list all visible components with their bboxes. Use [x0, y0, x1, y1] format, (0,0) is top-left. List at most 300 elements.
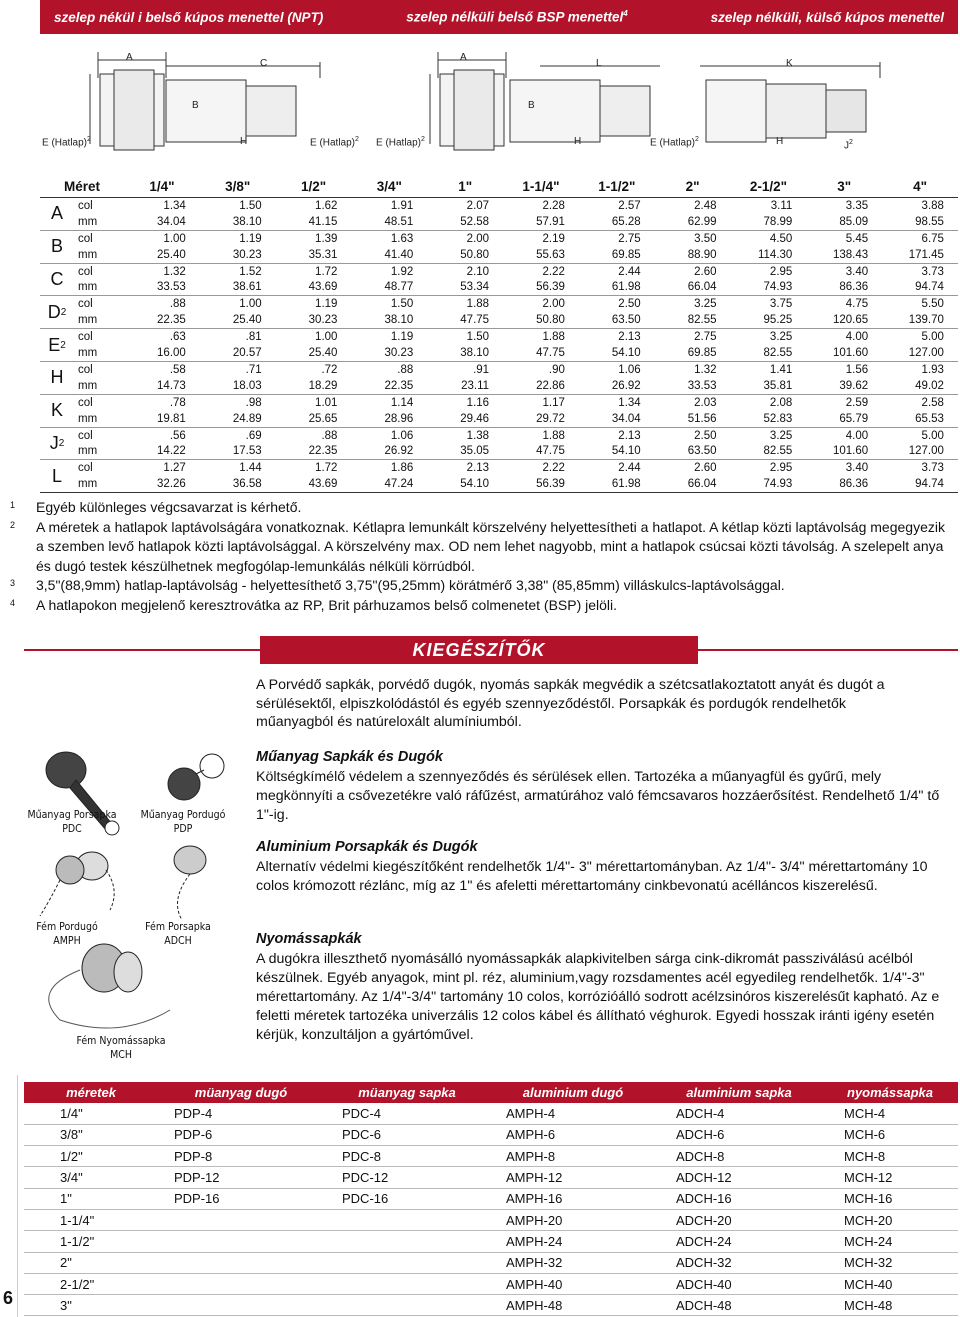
- order-cell: MCH-40: [822, 1273, 958, 1294]
- value-cell: 50.80: [536, 314, 565, 327]
- value-cell: 41.15: [308, 215, 338, 228]
- value-cell: 2.75: [694, 331, 717, 344]
- value-cell: 49.02: [915, 379, 944, 392]
- section-text: A dugókra illeszthető nyomásálló nyomássapkák alapkivitelben sárga cink-dikromát passziválású acélból készülnek. Egyéb anyagok, mint pl. réz, aluminium,vagy rozsdamentes acél egyedileg rendelhetők. 1/4"-3" mérettartomány. Az 1/4"-3/4" tartomány 10 colos, korrózióálló sodrott acélzsinóros kiszerelésűt kapható. Az e feletti méretek tartozéka univerzális 12 colos kábel és állítható véghurok. Egyedi hosszak iránti igény esetén kérjük, konzultáljon a gyártóművel.: [256, 951, 940, 1043]
- value-cell: 2.95: [769, 265, 793, 278]
- value-cell: 38.10: [232, 215, 262, 228]
- accessory-illustrations: [20, 740, 250, 1070]
- value-cell: 2.50: [618, 298, 641, 311]
- dim-e3: E (Hatlap)$^2$: [376, 136, 425, 149]
- unit-labels: col mm: [78, 298, 98, 327]
- order-cell: AMPH-8: [490, 1146, 656, 1167]
- value-cell: 78.99: [763, 215, 793, 228]
- footnote: 1 Egyéb különleges végcsavarzat is kérhető.: [10, 499, 302, 515]
- value-cell: 1.88: [542, 331, 565, 344]
- order-row: [24, 1252, 958, 1273]
- value-cell: 2.60: [694, 462, 717, 475]
- value-cell: 2.48: [694, 199, 717, 212]
- value-cell: 62.99: [687, 215, 717, 228]
- order-cell: [158, 1209, 324, 1230]
- value-cell: 1.92: [390, 265, 414, 278]
- value-row-col: [124, 397, 958, 409]
- value-cell: 48.51: [384, 215, 414, 228]
- value-cell: 2.57: [618, 199, 641, 212]
- value-cell: 2.58: [921, 396, 944, 409]
- order-cell: [158, 1273, 324, 1294]
- value-cell: 4.50: [769, 232, 793, 245]
- value-cell: 1.32: [163, 265, 186, 278]
- order-cell: 1": [24, 1188, 158, 1209]
- value-cell: 43.69: [308, 478, 338, 491]
- order-cell: 1/2": [24, 1146, 158, 1167]
- value-cell: 1.27: [163, 462, 186, 475]
- value-cell: 3.73: [921, 462, 944, 475]
- value-cell: 50.80: [460, 248, 490, 261]
- order-cell: ADCH-24: [656, 1231, 822, 1252]
- order-row: [24, 1295, 958, 1316]
- value-cell: 54.10: [611, 347, 641, 360]
- order-cell: PDP-16: [158, 1188, 324, 1209]
- accessories-title: KIEGÉSZÍTŐK: [260, 636, 698, 664]
- order-table-header: [24, 1082, 958, 1103]
- unit-labels: col mm: [78, 462, 98, 491]
- value-cell: 38.10: [384, 314, 414, 327]
- section-title: Nyomássapkák: [256, 931, 362, 947]
- header-male: szelep nélküli, külső kúpos menettel: [710, 9, 944, 25]
- value-cell: 3.11: [770, 199, 793, 212]
- value-cell: 1.88: [466, 298, 490, 311]
- footnote: 4 A hatlapokon megjelenő keresztrovátka az RP, Brit párhuzamos belső colmenetet (BSP) jelöli.: [10, 596, 618, 613]
- order-cell: AMPH-12: [490, 1167, 656, 1188]
- size-col: 1/4": [149, 179, 175, 194]
- value-cell: 16.00: [157, 347, 186, 360]
- value-cell: 56.39: [536, 478, 565, 491]
- dimension-label: K: [50, 400, 63, 421]
- value-cell: 2.08: [769, 396, 793, 409]
- section-text: Alternatív védelmi kiegészítőként rendelhetők 1/4"- 3" mérettartományban. Az 1/4"- 3/4" mérettartomány 10 colos krómozott rézlánc, míg az 1" és afeletti mérettartomány cinkbevonatú acélláncos kiszerelésű.: [256, 859, 928, 894]
- value-cell: 41.40: [384, 248, 414, 261]
- value-cell: 30.23: [232, 248, 262, 261]
- dim-h2: H: [574, 136, 582, 147]
- order-row: [24, 1103, 958, 1124]
- footnote: 2 A méretek a hatlapok laptávolságára vonatkoznak. Kétlapra lemunkált körszelvény helyettesítheti a hatlapot. A kétlap közti laptávolság megegyezik a szemben levő hatlapok közti laptávolsággal. A körszelvény max. OD nem lehet nagyobb, mint a hatlapok csúcsai közti távolság. A szelepelt anya és dugó testek készülhetnek megfogólap-lemunkálás nélküli körrúdból.: [10, 518, 945, 574]
- value-cell: 1.88: [542, 429, 565, 442]
- order-row: [24, 1188, 958, 1209]
- caption-mch: Fém Nyomássapka MCH: [76, 1035, 166, 1061]
- value-cell: 47.75: [460, 314, 490, 327]
- value-cell: 1.91: [390, 199, 414, 212]
- value-cell: 1.32: [694, 363, 717, 376]
- value-cell: 52.58: [460, 215, 490, 228]
- size-col: 2-1/2": [749, 179, 787, 194]
- order-row: [24, 1231, 958, 1252]
- value-cell: 1.06: [390, 429, 414, 442]
- value-cell: 95.25: [763, 314, 793, 327]
- value-cell: .58: [169, 363, 186, 376]
- order-cell: PDC-12: [324, 1167, 490, 1188]
- value-cell: .71: [245, 363, 262, 376]
- value-cell: 22.35: [384, 379, 414, 392]
- value-cell: 54.10: [611, 445, 641, 458]
- unit-labels: col mm: [78, 429, 98, 458]
- value-cell: 3.25: [769, 331, 793, 344]
- value-cell: 5.45: [845, 232, 869, 245]
- value-cell: 101.60: [832, 347, 869, 360]
- value-cell: 1.01: [315, 396, 338, 409]
- order-cell: MCH-48: [822, 1295, 958, 1316]
- size-col: 1/2": [300, 179, 327, 194]
- value-cell: 88.90: [687, 248, 717, 261]
- value-cell: .69: [245, 429, 262, 442]
- value-cell: 94.74: [915, 281, 944, 294]
- value-cell: 2.60: [694, 265, 717, 278]
- dimension-table-header: [40, 176, 958, 198]
- value-cell: 53.34: [460, 281, 490, 294]
- order-cell: AMPH-40: [490, 1273, 656, 1294]
- order-cell: [324, 1209, 490, 1230]
- value-cell: 4.00: [845, 429, 869, 442]
- value-cell: .88: [321, 429, 338, 442]
- value-cell: 33.53: [687, 379, 717, 392]
- value-row-mm: [124, 216, 958, 228]
- value-cell: 2.22: [542, 462, 565, 475]
- dim-e4: E (Hatlap)$^2$: [650, 136, 699, 149]
- dimension-group: [40, 362, 958, 395]
- value-cell: 85.09: [839, 215, 869, 228]
- value-cell: 2.13: [618, 429, 641, 442]
- value-cell: 30.23: [308, 314, 338, 327]
- section-text: Költségkímélő védelem a szennyeződés és sérülések ellen. Tartozéka a műanyagfül és gyűrű, mely megkönnyíti a csővezetékre való ráfűzést, armatúrához való fémcsavaros hozzáerősítést. Rendelhető 1/4" tő 1"-ig.: [256, 769, 940, 823]
- header-npt: szelep nékül i belső kúpos menettel (NPT): [54, 9, 324, 25]
- value-cell: 1.16: [466, 396, 490, 409]
- value-cell: 1.39: [315, 232, 338, 245]
- value-row-mm: [124, 413, 958, 425]
- value-cell: 82.55: [687, 314, 717, 327]
- dim-e2: E (Hatlap)$^2$: [310, 136, 359, 149]
- dimension-label: C: [50, 268, 64, 289]
- order-cell: ADCH-48: [656, 1295, 822, 1316]
- value-cell: 5.00: [921, 429, 944, 442]
- value-cell: 86.36: [839, 478, 869, 491]
- value-cell: 120.65: [832, 314, 869, 327]
- value-cell: 34.04: [611, 412, 641, 425]
- size-col: 3/4": [376, 179, 402, 194]
- order-cell: MCH-32: [822, 1252, 958, 1273]
- order-cell: MCH-12: [822, 1167, 958, 1188]
- order-cell: ADCH-20: [656, 1209, 822, 1230]
- value-cell: 1.38: [466, 429, 490, 442]
- value-cell: 74.93: [763, 478, 793, 491]
- value-cell: 56.39: [536, 281, 565, 294]
- unit-labels: col mm: [78, 396, 98, 425]
- value-cell: .63: [169, 331, 186, 344]
- order-cell: MCH-8: [822, 1146, 958, 1167]
- dimension-label: E 2: [48, 334, 66, 355]
- dim-l: L: [596, 58, 602, 69]
- order-cell: PDP-6: [158, 1124, 324, 1145]
- value-cell: 47.75: [536, 445, 565, 458]
- value-cell: 1.00: [239, 298, 262, 311]
- order-cell: [324, 1231, 490, 1252]
- value-row-mm: [124, 281, 958, 293]
- value-cell: 25.40: [157, 248, 186, 261]
- order-cell: [324, 1295, 490, 1316]
- order-cell: [324, 1252, 490, 1273]
- order-cell: 2": [24, 1252, 158, 1273]
- value-cell: 66.04: [687, 281, 717, 294]
- value-cell: 2.44: [618, 462, 641, 475]
- value-cell: 55.63: [536, 248, 565, 261]
- unit-labels: col mm: [78, 199, 98, 228]
- value-cell: 2.75: [618, 232, 641, 245]
- caption-pdp: Műanyag Pordugó PDP: [140, 809, 226, 835]
- value-cell: 1.06: [618, 363, 641, 376]
- value-cell: 1.62: [315, 199, 338, 212]
- value-cell: 114.30: [757, 248, 793, 261]
- order-cell: 1-1/4": [24, 1209, 158, 1230]
- dim-k: K: [786, 58, 793, 69]
- value-cell: 86.36: [839, 281, 869, 294]
- value-cell: 29.72: [536, 412, 565, 425]
- dimension-label: A: [50, 203, 63, 224]
- value-cell: 2.19: [542, 232, 565, 245]
- dim-e: E (Hatlap)$^2$: [42, 136, 91, 149]
- value-cell: 139.70: [908, 314, 944, 327]
- value-cell: 38.61: [232, 281, 262, 294]
- dimension-table: [40, 176, 958, 493]
- dim-j: $J^2$: [844, 139, 853, 152]
- caption-pdc: Műanyag Porsapka PDC: [27, 809, 117, 835]
- size-label: Méret: [63, 179, 100, 194]
- value-row-mm: [124, 347, 958, 359]
- value-cell: 3.88: [921, 199, 944, 212]
- value-cell: 5.00: [921, 331, 944, 344]
- value-cell: 6.75: [921, 232, 944, 245]
- dimension-group: [40, 428, 958, 461]
- unit-labels: col mm: [78, 232, 98, 261]
- order-row: [24, 1146, 958, 1167]
- value-cell: 94.74: [915, 478, 944, 491]
- dim-a2: A: [460, 52, 467, 63]
- value-cell: 138.43: [832, 248, 869, 261]
- value-cell: 35.31: [308, 248, 338, 261]
- value-cell: 33.53: [157, 281, 186, 294]
- unit-labels: col mm: [78, 331, 98, 360]
- value-cell: 5.50: [921, 298, 944, 311]
- value-cell: 1.19: [239, 232, 262, 245]
- caption-amph: Fém Pordugó AMPH: [36, 921, 98, 947]
- order-cell: [158, 1252, 324, 1273]
- value-cell: 25.40: [232, 314, 262, 327]
- value-cell: 24.89: [232, 412, 262, 425]
- value-cell: 32.26: [157, 478, 186, 491]
- value-cell: .56: [169, 429, 186, 442]
- value-cell: 61.98: [611, 281, 641, 294]
- value-cell: 2.95: [769, 462, 793, 475]
- value-cell: 38.10: [460, 347, 490, 360]
- value-cell: 101.60: [832, 445, 869, 458]
- value-cell: 1.50: [239, 199, 262, 212]
- value-row-col: [124, 200, 958, 212]
- value-cell: 52.83: [763, 412, 793, 425]
- page-number: 6: [3, 1288, 14, 1308]
- value-cell: 1.86: [390, 462, 414, 475]
- order-cell: ADCH-4: [656, 1103, 822, 1124]
- value-cell: 3.50: [694, 232, 717, 245]
- dimension-group: [40, 264, 958, 297]
- value-cell: 82.55: [763, 445, 793, 458]
- dimension-group: [40, 231, 958, 264]
- value-cell: 1.63: [390, 232, 414, 245]
- section-plastic: [256, 748, 956, 825]
- value-cell: .78: [169, 396, 186, 409]
- order-cell: AMPH-4: [490, 1103, 656, 1124]
- order-cell: [158, 1231, 324, 1252]
- order-cell: ADCH-40: [656, 1273, 822, 1294]
- value-cell: 1.17: [542, 396, 565, 409]
- value-cell: 34.04: [157, 215, 186, 228]
- size-col: 1-1/4": [522, 179, 560, 194]
- size-col: 4": [913, 179, 927, 194]
- value-cell: 23.11: [461, 379, 490, 392]
- size-col: 3/8": [225, 179, 251, 194]
- dim-b: B: [192, 100, 199, 111]
- order-row: [24, 1273, 958, 1294]
- value-cell: 51.56: [687, 412, 717, 425]
- value-cell: 22.35: [157, 314, 186, 327]
- value-cell: 14.22: [157, 445, 186, 458]
- order-cell: AMPH-24: [490, 1231, 656, 1252]
- order-cell: 1-1/2": [24, 1231, 158, 1252]
- order-cell: 3": [24, 1295, 158, 1316]
- value-cell: 1.34: [618, 396, 641, 409]
- size-col: 1-1/2": [598, 179, 636, 194]
- value-row-col: [124, 266, 958, 278]
- value-cell: 29.46: [460, 412, 490, 425]
- value-cell: 26.92: [384, 445, 414, 458]
- value-cell: 22.86: [536, 379, 565, 392]
- footnote: 3 3,5"(88,9mm) hatlap-laptávolság - helyettesíthető 3,75"(95,25mm) körátmérő 3,38" (85,85mm) villáskulcs-laptávolsággal.: [10, 577, 785, 593]
- col-header: müanyag dugó: [158, 1082, 324, 1103]
- col-header: aluminium sapka: [656, 1082, 822, 1103]
- dimension-label: B: [50, 236, 63, 257]
- order-cell: PDC-8: [324, 1146, 490, 1167]
- header-bsp: szelep nélküli belső BSP menettel$^4$: [406, 9, 628, 25]
- value-cell: 65.53: [915, 412, 944, 425]
- value-cell: 2.13: [466, 462, 490, 475]
- order-cell: AMPH-48: [490, 1295, 656, 1316]
- value-row-mm: [124, 478, 958, 490]
- value-cell: 2.59: [845, 396, 869, 409]
- value-cell: 54.10: [460, 478, 490, 491]
- value-cell: 25.40: [308, 347, 338, 360]
- order-cell: AMPH-20: [490, 1209, 656, 1230]
- value-cell: 18.29: [308, 379, 338, 392]
- dimension-group: [40, 395, 958, 428]
- value-cell: 63.50: [611, 314, 641, 327]
- value-cell: 65.79: [839, 412, 869, 425]
- dim-c: C: [260, 58, 268, 69]
- value-cell: 2.00: [542, 298, 565, 311]
- value-cell: 4.00: [845, 331, 869, 344]
- value-cell: 19.81: [157, 412, 186, 425]
- footnotes: [8, 498, 953, 615]
- value-cell: 1.19: [390, 331, 414, 344]
- order-cell: MCH-6: [822, 1124, 958, 1145]
- order-cell: 1/4": [24, 1103, 158, 1124]
- value-row-mm: [124, 314, 958, 326]
- page-number-strip: [0, 1075, 18, 1317]
- order-cell: AMPH-6: [490, 1124, 656, 1145]
- value-cell: 65.28: [611, 215, 641, 228]
- col-header: nyomássapka: [822, 1082, 958, 1103]
- value-cell: .90: [548, 363, 565, 376]
- col-header: aluminium dugó: [490, 1082, 656, 1103]
- value-row-col: [124, 364, 958, 376]
- value-cell: 1.72: [315, 265, 338, 278]
- value-cell: 3.75: [769, 298, 793, 311]
- col-header: müanyag sapka: [324, 1082, 490, 1103]
- value-cell: 2.22: [542, 265, 565, 278]
- value-cell: 14.73: [157, 379, 186, 392]
- order-cell: ADCH-8: [656, 1146, 822, 1167]
- order-cell: MCH-24: [822, 1231, 958, 1252]
- order-cell: PDC-16: [324, 1188, 490, 1209]
- value-row-col: [124, 462, 958, 474]
- section-pressure: [256, 930, 956, 1045]
- value-cell: .88: [169, 298, 186, 311]
- value-row-col: [124, 298, 958, 310]
- order-cell: MCH-4: [822, 1103, 958, 1124]
- value-cell: 63.50: [687, 445, 717, 458]
- section-header-bar: [40, 0, 958, 34]
- order-cell: [324, 1273, 490, 1294]
- dimension-group: [40, 460, 958, 493]
- dim-b2: B: [528, 100, 535, 111]
- unit-labels: col mm: [78, 265, 98, 294]
- unit-labels: col mm: [78, 363, 98, 392]
- diagram-drawings: [40, 44, 958, 162]
- value-cell: 1.52: [239, 265, 262, 278]
- caption-adch: Fém Porsapka ADCH: [145, 921, 211, 947]
- value-cell: 1.34: [163, 199, 186, 212]
- value-cell: 1.41: [769, 363, 793, 376]
- value-cell: 3.40: [845, 265, 869, 278]
- value-cell: 3.35: [845, 199, 869, 212]
- order-cell: ADCH-32: [656, 1252, 822, 1273]
- value-row-col: [124, 233, 958, 245]
- col-header: méretek: [24, 1082, 158, 1103]
- section-aluminium: [256, 838, 956, 896]
- value-cell: 3.25: [769, 429, 793, 442]
- value-cell: 18.03: [232, 379, 262, 392]
- value-cell: 127.00: [908, 445, 944, 458]
- value-cell: 98.55: [915, 215, 944, 228]
- value-cell: 35.05: [460, 445, 490, 458]
- order-cell: [158, 1295, 324, 1316]
- order-cell: 3/4": [24, 1167, 158, 1188]
- dim-h: H: [240, 136, 248, 147]
- dim-a: A: [126, 52, 133, 63]
- order-cell: ADCH-6: [656, 1124, 822, 1145]
- value-cell: 17.53: [232, 445, 262, 458]
- value-cell: 25.65: [308, 412, 338, 425]
- value-cell: 2.44: [618, 265, 641, 278]
- dim-h3: H: [776, 136, 784, 147]
- section-title: Aluminium Porsapkák és Dugók: [256, 839, 478, 855]
- value-cell: 66.04: [687, 478, 717, 491]
- value-cell: 39.62: [839, 379, 869, 392]
